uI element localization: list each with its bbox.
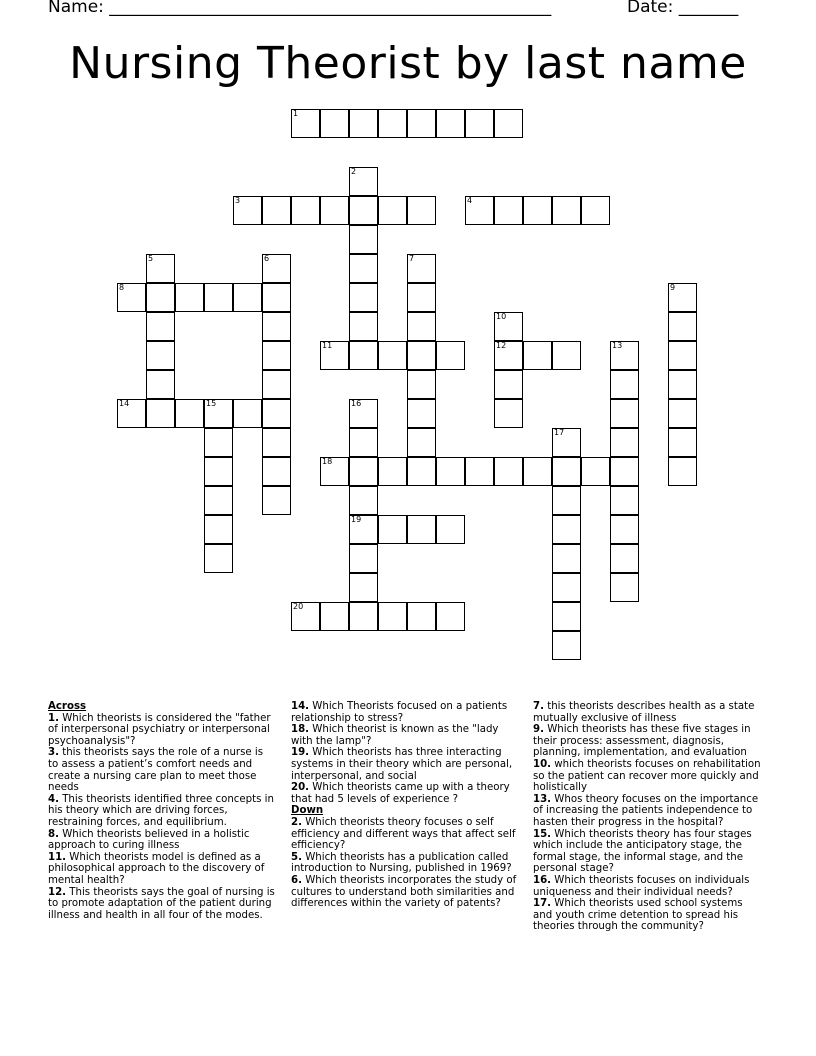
grid-cell[interactable] [349,486,378,515]
grid-cell[interactable] [465,457,494,486]
grid-cell[interactable] [407,283,436,312]
clue-across-11 [48,852,276,887]
grid-cell[interactable] [204,283,233,312]
grid-cell[interactable] [320,341,349,370]
clue-text: This theorists identified three concepts in his theory which are driving forces, restraining forces, and equilibrium. [48,793,274,828]
grid-cell[interactable] [349,399,378,428]
cell-number: 14 [119,399,130,408]
grid-cell[interactable] [378,457,407,486]
grid-cell[interactable] [436,457,465,486]
grid-cell[interactable] [668,341,697,370]
clue-text: Whos theory focuses on the importance of increasing the patients independence to hasten their progress in the hospital? [533,793,759,828]
grid-cell[interactable] [233,283,262,312]
clue-text: Which theorists has a publication called introduction to Nursing, published in 1969? [291,851,512,875]
clue-text: Which theorists has these five stages in their process: assessment, diagnosis, planning, implementation, and evaluation [533,724,751,759]
grid-cell[interactable] [117,283,146,312]
grid-cell[interactable] [146,370,175,399]
grid-cell[interactable] [262,457,291,486]
clue-number: 2. [291,816,302,828]
grid-cell[interactable] [146,283,175,312]
grid-cell[interactable] [349,515,378,544]
grid-cell[interactable] [552,515,581,544]
clue-down-10 [533,759,761,794]
grid-cell[interactable] [407,370,436,399]
clue-text: Which theorists incorporates the study of cultures to understand both similarities and differences within the variety of patents? [291,874,517,910]
clue-text: this theorists describes health as a state mutually exclusive of illness [533,701,755,724]
grid-cell[interactable] [349,109,378,138]
clue-number: 8. [48,828,59,840]
clue-number: 15. [533,828,552,840]
grid-cell[interactable] [262,312,291,341]
cell-number: 9 [670,283,676,292]
grid-cell[interactable] [407,196,436,225]
grid-cell[interactable] [262,341,291,370]
grid-cell[interactable] [610,370,639,399]
grid-cell[interactable] [291,602,320,631]
clue-number: 1. [48,712,59,724]
clue-number: 18. [291,724,310,736]
clues-column-3 [533,701,761,933]
grid-cell[interactable] [581,196,610,225]
clue-down-5 [291,852,523,875]
grid-cell[interactable] [349,283,378,312]
grid-cell[interactable] [436,515,465,544]
grid-cell[interactable] [494,341,523,370]
clue-number: 3. [48,747,59,759]
grid-cell[interactable] [552,196,581,225]
cell-number: 13 [612,341,623,350]
grid-cell[interactable] [378,602,407,631]
grid-cell[interactable] [378,515,407,544]
name-label: Name: [48,0,110,17]
grid-cell[interactable] [146,312,175,341]
grid-cell[interactable] [523,196,552,225]
grid-cell[interactable] [610,573,639,602]
cell-number: 4 [467,196,473,205]
grid-cell[interactable] [262,370,291,399]
grid-cell[interactable] [146,399,175,428]
clue-text: Which theorists theory focuses o self efficiency and different ways that affect self efficiency? [291,816,516,852]
grid-cell[interactable] [349,225,378,254]
clue-text: Which theorists has three interacting systems in their theory which are personal, interpersonal, and social [291,747,513,782]
grid-cell[interactable] [407,109,436,138]
grid-cell[interactable] [407,428,436,457]
clue-across-8 [48,829,276,852]
grid-cell[interactable] [262,428,291,457]
page-title: Nursing Theorist by last name [69,38,747,89]
cell-number: 7 [409,254,415,263]
clue-text: which theorists focuses on rehabilitation so the patient can recover more quickly and holistically [533,758,761,794]
clue-down-17 [533,898,761,933]
clue-number: 5. [291,851,302,863]
grid-cell[interactable] [581,457,610,486]
clue-down-15 [533,829,761,875]
grid-cell[interactable] [668,283,697,312]
clue-number: 12. [48,886,67,898]
down-heading: Down [291,805,324,817]
clue-number: 6. [291,874,302,886]
grid-cell[interactable] [610,428,639,457]
name-line[interactable]: ____________________________________________________ [109,0,552,17]
grid-cell[interactable] [262,283,291,312]
clue-across-14 [291,701,523,724]
clue-across-20 [291,782,523,805]
grid-cell[interactable] [465,109,494,138]
grid-cell[interactable] [610,486,639,515]
grid-cell[interactable] [320,196,349,225]
clue-down-13 [533,794,761,829]
grid-cell[interactable] [349,167,378,196]
grid-cell[interactable] [552,457,581,486]
clue-down-16 [533,875,761,898]
grid-cell[interactable] [552,486,581,515]
grid-cell[interactable] [349,602,378,631]
clue-number: 16. [533,874,552,886]
cell-number: 19 [351,515,362,524]
grid-cell[interactable] [262,196,291,225]
cell-number: 10 [496,312,507,321]
grid-cell[interactable] [610,457,639,486]
grid-cell[interactable] [204,544,233,573]
grid-cell[interactable] [494,196,523,225]
clue-number: 20. [291,782,310,794]
cell-number: 18 [322,457,333,466]
clue-text: This theorists says the goal of nursing is to promote adaptation of the patient during illness and health in all four of the modes. [48,886,275,921]
clue-across-3 [48,747,276,793]
grid-cell[interactable] [494,399,523,428]
grid-cell[interactable] [407,602,436,631]
grid-cell[interactable] [349,196,378,225]
grid-cell[interactable] [668,428,697,457]
grid-cell[interactable] [668,370,697,399]
clue-number: 4. [48,793,59,805]
clue-across-1 [48,713,276,748]
grid-cell[interactable] [204,399,233,428]
grid-cell[interactable] [378,196,407,225]
clue-text: Which theorists model is defined as a philosophical approach to the discovery of mental health? [48,851,265,886]
clue-text: Which theorists came up with a theory that had 5 levels of experience ? [291,782,510,805]
grid-cell[interactable] [407,312,436,341]
grid-cell[interactable] [146,254,175,283]
grid-cell[interactable] [465,196,494,225]
grid-cell[interactable] [436,602,465,631]
clue-text: Which Theorists focused on a patients relationship to stress? [291,701,508,724]
grid-cell[interactable] [494,370,523,399]
clue-text: Which theorists theory has four stages which include the anticipatory stage, the formal stage, the informal stage, and the personal stage? [533,828,752,875]
grid-cell[interactable] [407,515,436,544]
clue-text: this theorists says the role of a nurse is to assess a patient’s comfort needs and create a nursing care plan to meet those needs [48,747,264,794]
grid-cell[interactable] [262,486,291,515]
grid-cell[interactable] [291,196,320,225]
grid-cell[interactable] [436,109,465,138]
grid-cell[interactable] [262,254,291,283]
clue-across-4 [48,794,276,829]
grid-cell[interactable] [407,457,436,486]
grid-cell[interactable] [204,428,233,457]
grid-cell[interactable] [610,544,639,573]
grid-cell[interactable] [175,283,204,312]
grid-cell[interactable] [349,341,378,370]
clue-number: 14. [291,701,310,712]
clue-across-19 [291,747,523,782]
grid-cell[interactable] [291,109,320,138]
grid-cell[interactable] [233,399,262,428]
date-label: Date: [627,0,679,17]
grid-cell[interactable] [552,428,581,457]
clue-down-9 [533,724,761,759]
grid-cell[interactable] [552,631,581,660]
grid-cell[interactable] [349,573,378,602]
grid-cell[interactable] [436,341,465,370]
clue-text: Which theorists is considered the "father of interpersonal psychiatry or interpersonal psychoanalysis"? [48,712,271,747]
cell-number: 5 [148,254,154,263]
clue-down-6 [291,875,523,910]
grid-cell[interactable] [349,457,378,486]
grid-cell[interactable] [233,196,262,225]
grid-cell[interactable] [349,312,378,341]
grid-cell[interactable] [610,341,639,370]
grid-cell[interactable] [204,515,233,544]
grid-cell[interactable] [610,399,639,428]
grid-cell[interactable] [320,602,349,631]
clue-text: Which theorist is known as the "lady with the lamp"? [291,724,499,747]
grid-cell[interactable] [320,457,349,486]
clue-across-18 [291,724,523,747]
cell-number: 2 [351,167,357,176]
cell-number: 6 [264,254,270,263]
grid-cell[interactable] [610,515,639,544]
grid-cell[interactable] [407,399,436,428]
clue-number: 19. [291,747,310,759]
clue-down-7 [533,701,761,724]
grid-cell[interactable] [378,109,407,138]
grid-cell[interactable] [146,341,175,370]
grid-cell[interactable] [175,399,204,428]
cell-number: 15 [206,399,217,408]
cell-number: 17 [554,428,565,437]
grid-cell[interactable] [320,109,349,138]
date-line[interactable]: _______ [678,0,739,17]
cell-number: 12 [496,341,507,350]
grid-cell[interactable] [349,254,378,283]
grid-cell[interactable] [523,341,552,370]
clue-down-2 [291,817,523,852]
clue-number: 11. [48,851,67,863]
grid-cell[interactable] [494,457,523,486]
cell-number: 1 [293,109,299,118]
cell-number: 3 [235,196,241,205]
clue-number: 10. [533,758,552,770]
grid-cell[interactable] [552,602,581,631]
cell-number: 8 [119,283,125,292]
clue-number: 17. [533,898,552,910]
grid-cell[interactable] [378,341,407,370]
grid-cell[interactable] [552,573,581,602]
grid-cell[interactable] [407,341,436,370]
grid-cell[interactable] [552,341,581,370]
across-heading: Across [48,701,87,712]
clue-number: 7. [533,701,544,712]
grid-cell[interactable] [668,399,697,428]
grid-cell[interactable] [349,428,378,457]
grid-cell[interactable] [523,457,552,486]
grid-cell[interactable] [407,254,436,283]
clue-number: 13. [533,793,552,805]
grid-cell[interactable] [494,312,523,341]
grid-cell[interactable] [204,457,233,486]
grid-cell[interactable] [117,399,146,428]
grid-cell[interactable] [204,486,233,515]
grid-cell[interactable] [668,312,697,341]
grid-cell[interactable] [668,457,697,486]
cell-number: 20 [293,602,304,611]
grid-cell[interactable] [552,544,581,573]
clue-across-12 [48,887,276,922]
clue-number: 9. [533,724,544,736]
clue-text: Which theorists used school systems and youth crime detention to spread his theories through the community? [533,898,743,933]
grid-cell[interactable] [349,544,378,573]
clue-text: Which theorists focuses on individuals uniqueness and their individual needs? [533,874,750,898]
grid-cell[interactable] [494,109,523,138]
cell-number: 11 [322,341,333,350]
cell-number: 16 [351,399,362,408]
clues-column-1 [48,701,276,921]
clue-text: Which theorists believed in a holistic approach to curing illness [48,828,250,852]
clues-column-2 [291,701,523,910]
grid-cell[interactable] [262,399,291,428]
